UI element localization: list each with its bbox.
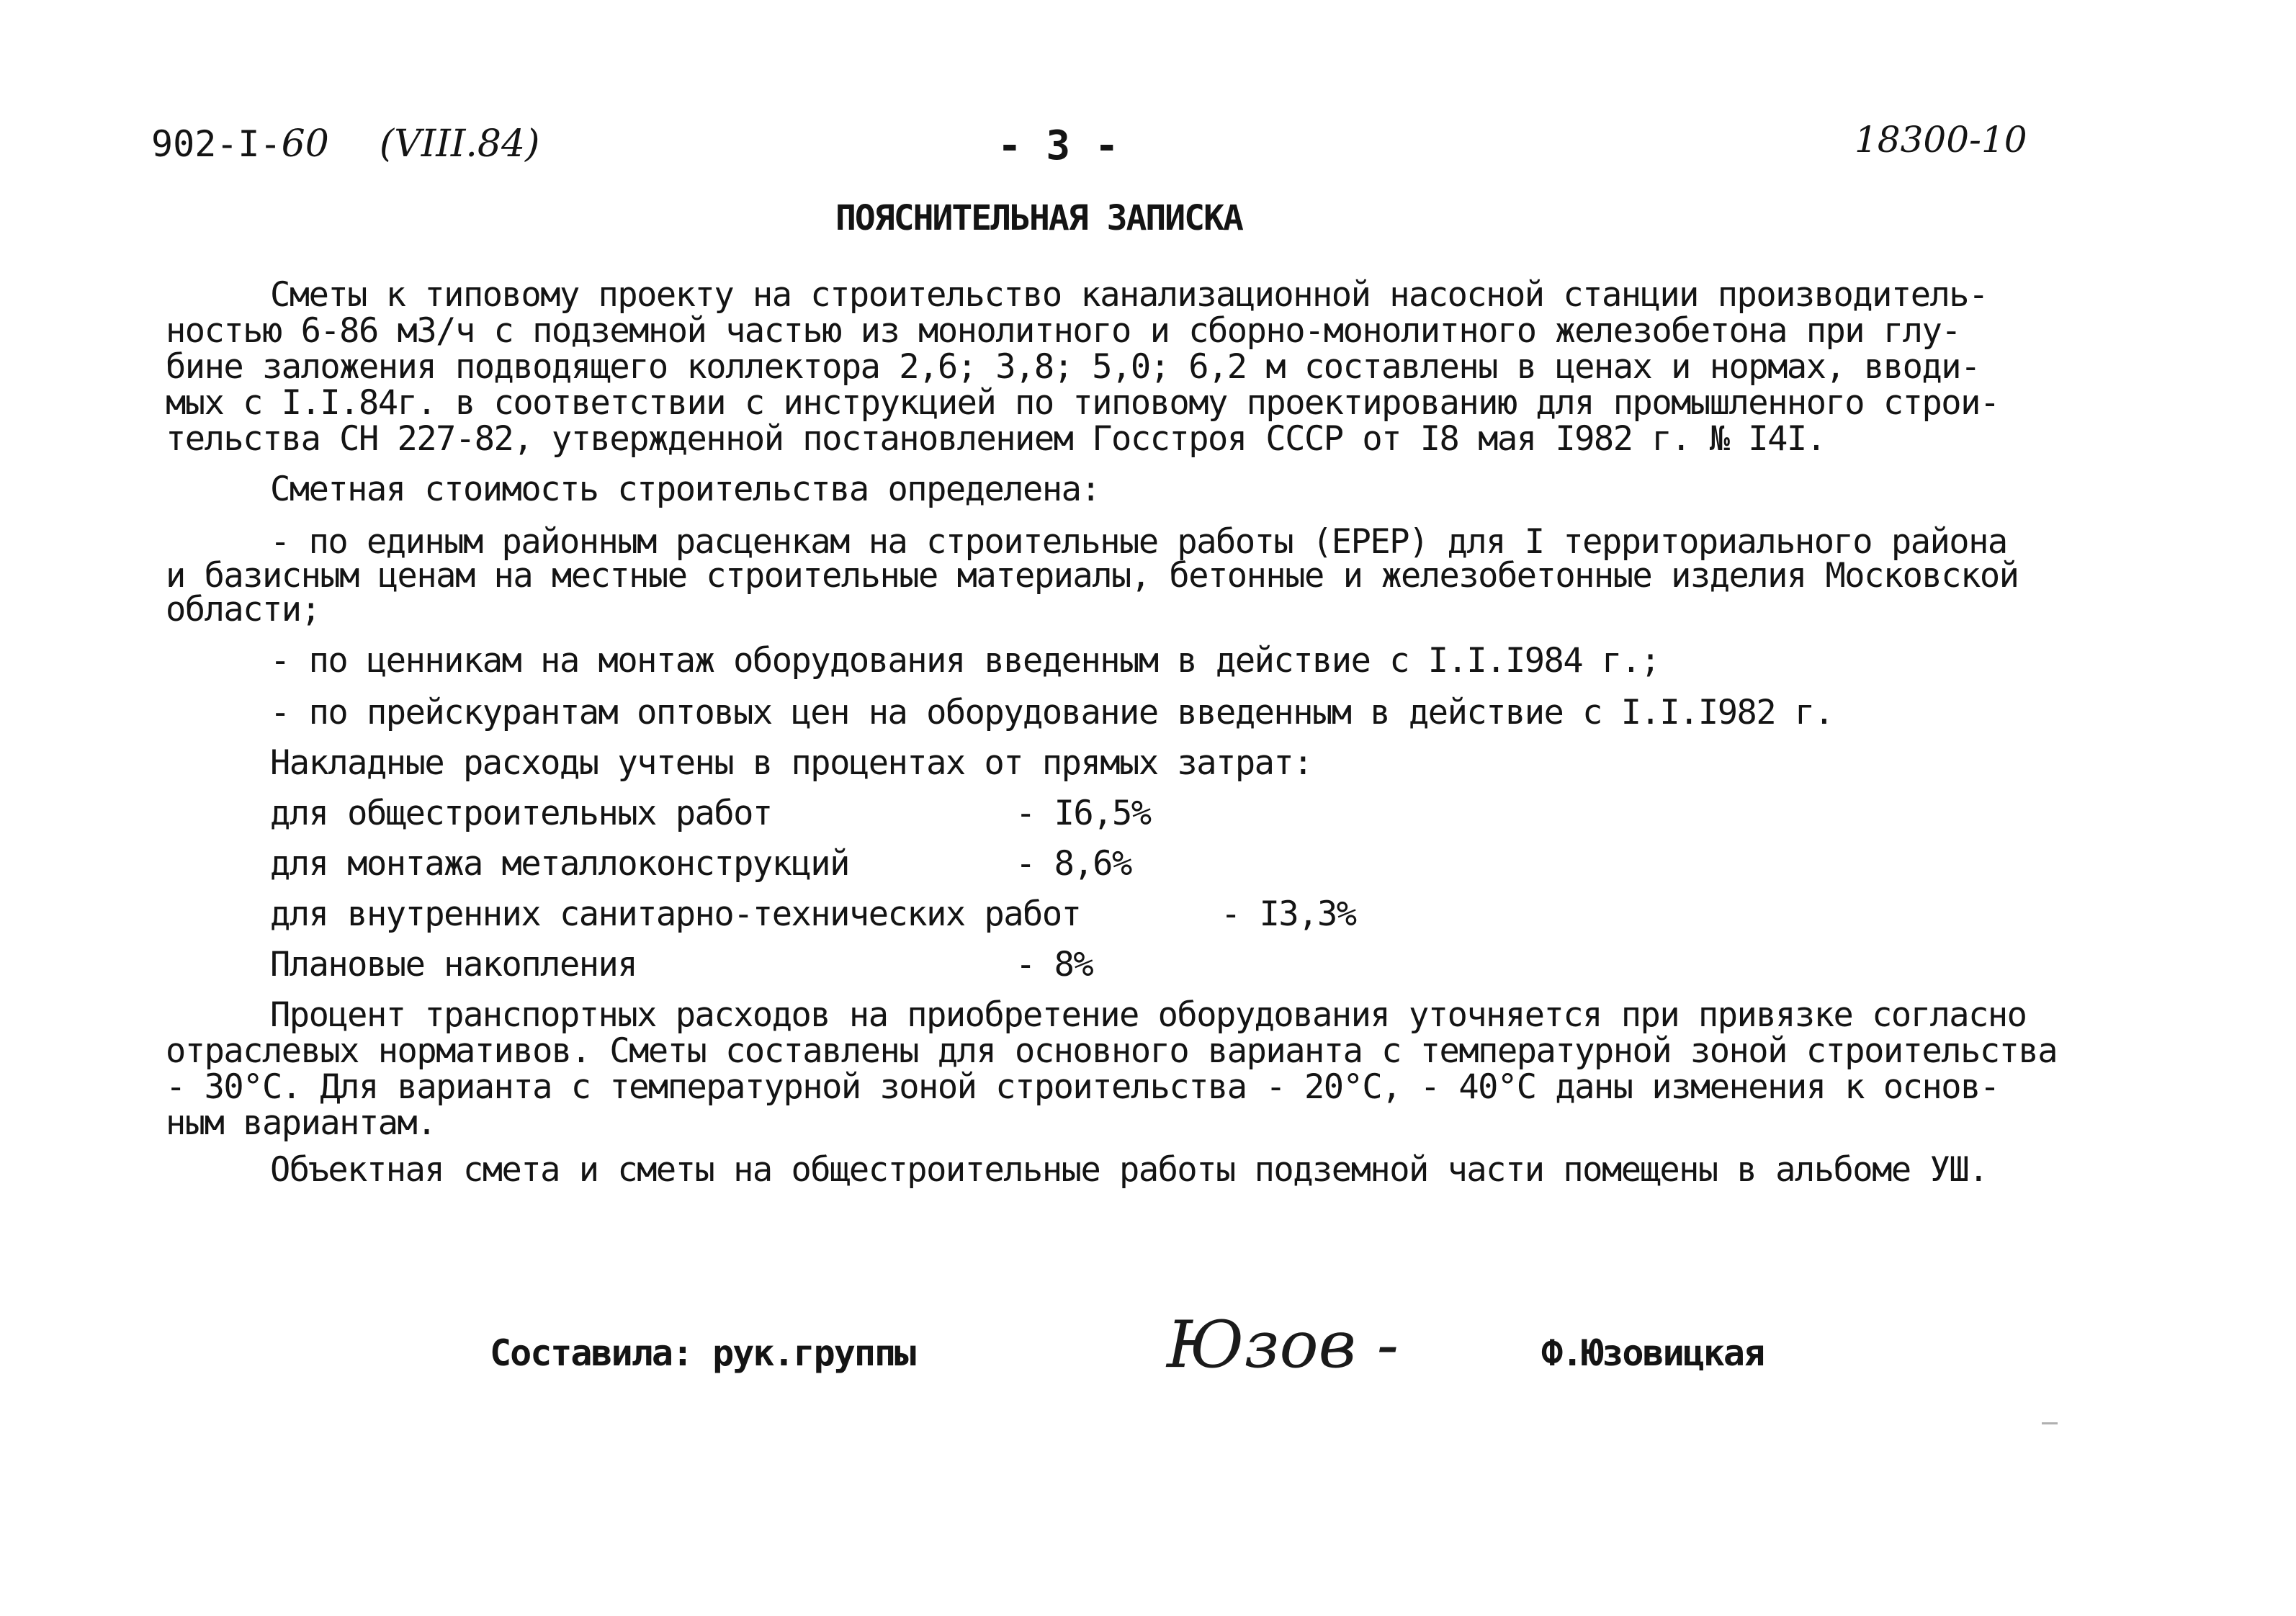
rate-label-metal: для монтажа металлоконструкций — [270, 844, 849, 884]
object-estimate-note: Объектная смета и сметы на общестроительные работы подземной части помещены в альбоме УШ. — [270, 1150, 1988, 1190]
transport-line: ным вариантам. — [166, 1103, 436, 1143]
cost-item-erer-line3: области; — [166, 590, 320, 629]
intro-paragraph — [166, 277, 2132, 457]
signatory-name: Ф.Юзовицкая — [1541, 1332, 1764, 1374]
transport-line: отраслевых нормативов. Сметы составлены для основного варианта с температурной зоной строительства — [166, 1031, 2058, 1071]
transport-paragraph — [166, 997, 2057, 1141]
handwritten-date: (VIII.84) — [379, 122, 540, 166]
intro-line: мых с I.I.84г. в соответствии с инструкцией по типовому проектированию для промышленного строи- — [166, 383, 1999, 423]
page-number: - 3 - — [997, 122, 1119, 169]
cost-item-erer-line2: и базисным ценам на местные строительные материалы, бетонные и железобетонные изделия Московской — [166, 556, 2019, 596]
rate-label-general: для общестроительных работ — [270, 794, 772, 833]
rate-value-sanitary: - I3,3% — [1221, 894, 1356, 934]
document-title: ПОЯСНИТЕЛЬНАЯ ЗАПИСКА — [835, 198, 1242, 238]
transport-line: Процент транспортных расходов на приобретение оборудования уточняется при привязке согласно — [270, 995, 2027, 1035]
scan-speck — [2042, 1422, 2058, 1424]
intro-line: Сметы к типовому проекту на строительство канализационной насосной станции производитель- — [270, 275, 1988, 315]
cost-item-equipment-install: - по ценникам на монтаж оборудования введенным в действие с I.I.I984 г.; — [270, 641, 1660, 681]
archive-number: 18300-10 — [1855, 119, 2027, 161]
document-code — [151, 122, 539, 166]
transport-line: - 30°С. Для варианта с температурной зоной строительства - 20°С, - 40°С даны изменения к основ- — [166, 1067, 1999, 1107]
rate-value-metal: - 8,6% — [1015, 844, 1131, 884]
document-code-handwritten: 60 — [281, 122, 329, 166]
handwritten-signature: Юзов - — [1167, 1307, 1399, 1383]
signature-label: Составила: рук.группы — [490, 1332, 915, 1374]
intro-line: тельства СН 227-82, утвержденной постановлением Госстроя СССР от I8 мая I982 г. № I4I. — [166, 419, 1826, 459]
cost-item-erer-line1: - по единым районным расценкам на строительные работы (ЕРЕР) для I территориального района — [270, 522, 2007, 562]
rate-value-planned: - 8% — [1015, 945, 1093, 984]
rate-label-planned: Плановые накопления — [270, 945, 637, 984]
cost-heading: Сметная стоимость строительства определена: — [270, 470, 1100, 509]
rate-label-sanitary: для внутренних санитарно-технических работ — [270, 894, 1081, 934]
intro-line: бине заложения подводящего коллектора 2,6; 3,8; 5,0; 6,2 м составлены в ценах и нормах, вводи- — [166, 347, 1980, 387]
cost-item-equipment-prices: - по прейскурантам оптовых цен на оборудование введенным в действие с I.I.I982 г. — [270, 693, 1834, 732]
document-code-printed: 902-I- — [151, 123, 282, 165]
intro-line: ностью 6-86 м3/ч с подземной частью из монолитного и сборно-монолитного железобетона при глу- — [166, 311, 1961, 351]
rate-value-general: - I6,5% — [1015, 794, 1151, 833]
overhead-heading: Накладные расходы учтены в процентах от прямых затрат: — [270, 743, 1313, 783]
